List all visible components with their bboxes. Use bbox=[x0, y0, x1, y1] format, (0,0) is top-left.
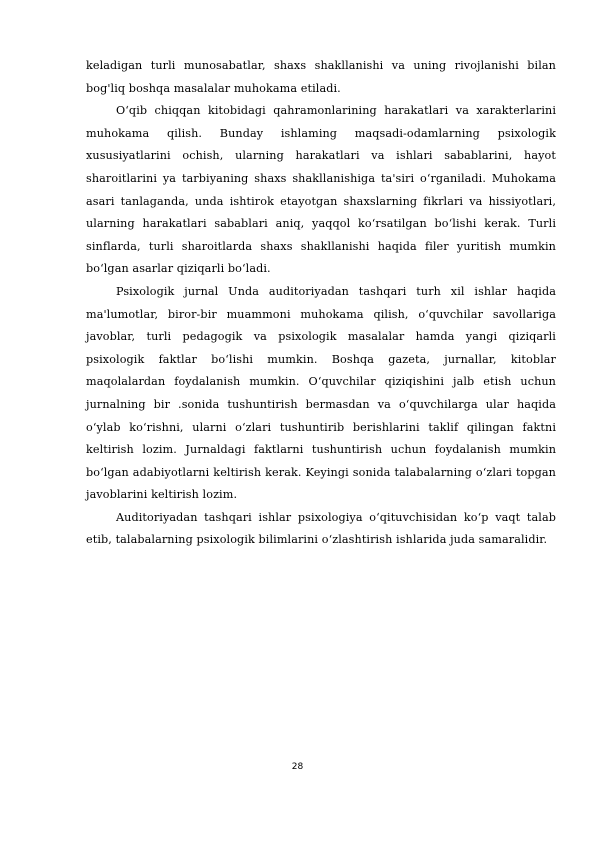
page-number: 28 bbox=[291, 762, 304, 772]
document-body bbox=[86, 55, 556, 552]
paragraph-extracurricular-work: Auditoriyadan tashqari ishlar psixologiya o‘qituvchisidan ko‘p vaqt talab etib, talabalarning psixologik bilimlarini o‘zlashtirish ishlarida juda samaralidir. bbox=[86, 510, 556, 547]
paragraph-continuation: keladigan turli munosabatlar, shaxs shakllanishi va uning rivojlanishi bilan bog'liq boshqa masalalar muhokama etiladi. bbox=[86, 59, 556, 95]
paragraph-psychology-journal: Psixologik jurnal Unda auditoriyadan tashqari turh xil ishlar haqida ma'lumotlar, biror-bir muammoni muhokama qilish, o‘quvchilar savollariga javoblar, turli pedagogik va psixologik masalalar hamda yangi qiziqarli psixologik faktlar bo‘lishi mumkin. Boshqa gazeta, jurnallar, kitoblar maqolalardan foydalanish mumkin. O‘quvchilar qiziqishini jalb etish uchun jurnalning bir .sonida tushuntirish bermasdan va o‘quvchilarga ular haqida o‘ylab ko‘rishni, ularni o‘zlari tushuntirib berishlarini taklif qilingan faktni keltirish lozim. Jurnaldagi faktlarni tushuntirish uchun foydalanish mumkin bo‘lgan adabiyotlarni keltirish kerak. Keyingi sonida talabalarning o‘zlari topgan javoblarini keltirish lozim. bbox=[86, 284, 556, 502]
paragraph-book-discussion: O‘qib chiqqan kitobidagi qahramonlarining harakatlari va xarakterlarini muhokama qilish. Bunday ishlaming maqsadi-odamlarning psixologik xususiyatlarini ochish, ularning harakatlari va ishlari sabablarini, hayot sharoitlarini ya tarbiyaning shaxs shakllanishiga ta'siri o‘rganiladi. Muhokama asari tanlaganda, unda ishtirok etayotgan shaxslarning fikrlari va hissiyotlari, ularning harakatlari sabablari aniq, yaqqol ko‘rsatilgan bo‘lishi kerak. Turli sinflarda, turli sharoitlarda shaxs shakllanishi haqida filer yuritish mumkin bo‘lgan asarlar qiziqarli bo‘ladi. bbox=[86, 104, 556, 276]
